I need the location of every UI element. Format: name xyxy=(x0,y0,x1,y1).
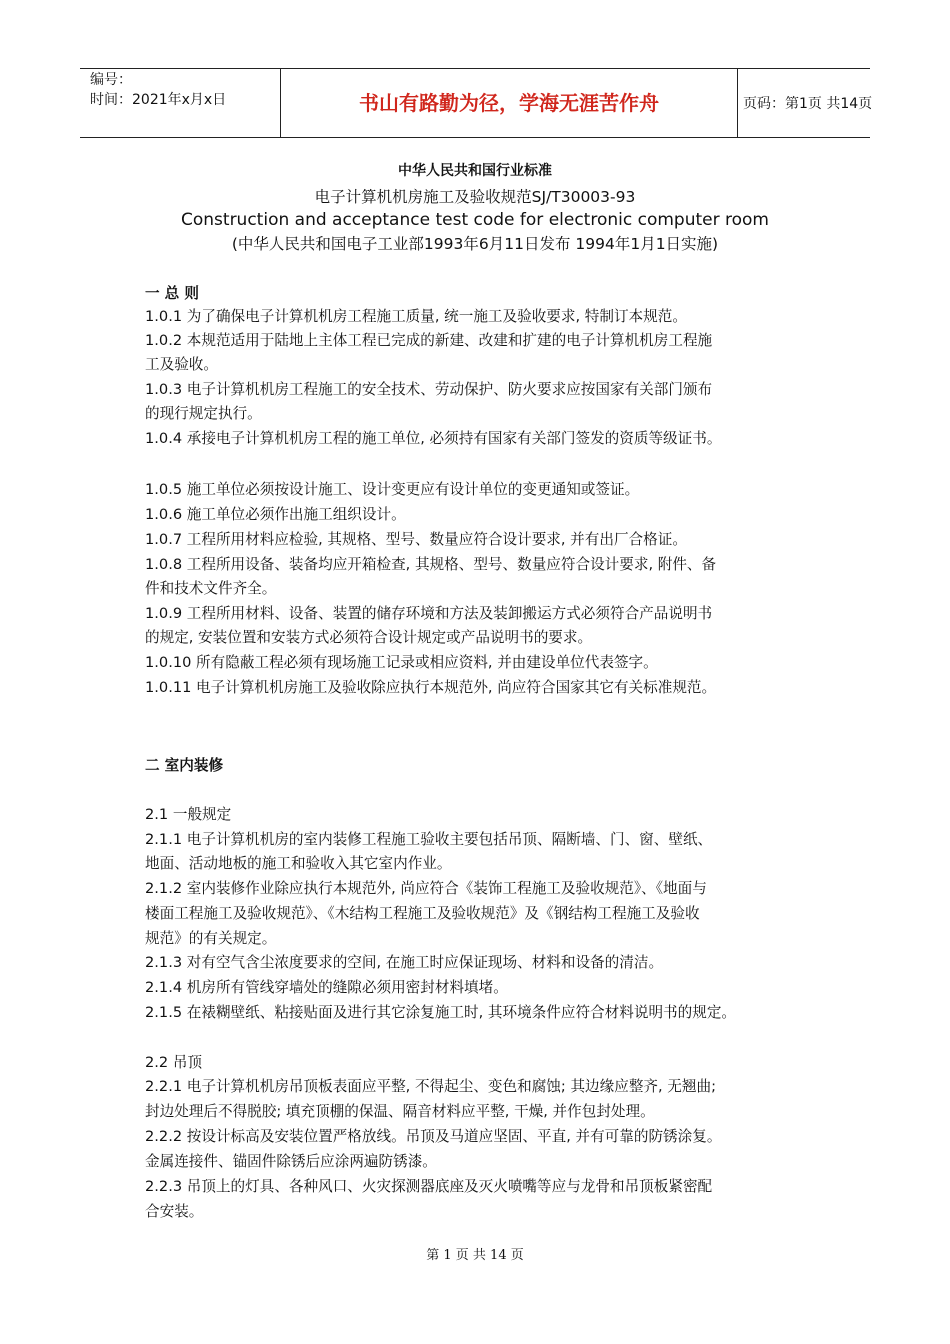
body-line: 件和技术文件齐全。 xyxy=(145,580,277,597)
body-line: 楼面工程施工及验收规范》、《木结构工程施工及验收规范》及《钢结构工程施工及验收 xyxy=(145,905,700,922)
body-line: 2.1.5 在裱糊壁纸、粘接贴面及进行其它涂复施工时, 其环境条件应符合材料说明书的规定。 xyxy=(145,1004,737,1021)
body-line: 2.2.3 吊顶上的灯具、各种风口、火灾探测器底座及灭火喷嘴等应与龙骨和吊顶板紧密配 xyxy=(145,1178,713,1195)
body-line: 1.0.9 工程所用材料、设备、装置的储存环境和方法及装卸搬运方式必须符合产品说明书 xyxy=(145,605,713,622)
body-line: 2.2.1 电子计算机机房吊顶板表面应平整, 不得起尘、变色和腐蚀; 其边缘应整齐, 无翘曲; xyxy=(145,1078,716,1095)
body-line: 1.0.7 工程所用材料应检验, 其规格、型号、数量应符合设计要求, 并有出厂合格证。 xyxy=(145,531,687,548)
body-line: 1.0.2 本规范适用于陆地上主体工程已完成的新建、改建和扩建的电子计算机机房工程施 xyxy=(145,332,713,349)
body-line: 2.1.2 室内装修作业除应执行本规范外, 尚应符合《装饰工程施工及验收规范》、《地面与 xyxy=(145,880,707,897)
body-line: 的规定, 安装位置和安装方式必须符合设计规定或产品说明书的要求。 xyxy=(145,629,593,646)
body-line: 规范》的有关规定。 xyxy=(145,930,277,947)
subsection-heading: 2.2 吊顶 xyxy=(145,1054,203,1071)
body-line: 封边处理后不得脱胶; 填充顶棚的保温、隔音材料应平整, 干燥, 并作包封处理。 xyxy=(145,1103,655,1120)
page-footer: 第 1 页 共 14 页 xyxy=(426,1248,524,1263)
body-line: 1.0.6 施工单位必须作出施工组织设计。 xyxy=(145,506,406,523)
body-line: 的现行规定执行。 xyxy=(145,405,262,422)
motto-text: 书山有路勤为径，学海无涯苦作舟 xyxy=(359,91,659,115)
title-line-1: 中华人民共和国行业标准 xyxy=(398,163,552,179)
body-line: 地面、活动地板的施工和验收入其它室内作业。 xyxy=(145,855,452,872)
title-line-release: (中华人民共和国电子工业部1993年6月11日发布 1994年1月1日实施) xyxy=(231,235,719,253)
body-line: 1.0.10 所有隐蔽工程必须有现场施工记录或相应资料, 并由建设单位代表签字。 xyxy=(145,654,658,671)
body-line: 1.0.8 工程所用设备、装备均应开箱检查, 其规格、型号、数量应符合设计要求, 附件、备 xyxy=(145,556,717,573)
body-line: 2.1.1 电子计算机机房的室内装修工程施工验收主要包括吊顶、隔断墙、门、窗、壁纸、 xyxy=(145,831,713,848)
page-info: 页码：第1页 共14页 xyxy=(743,96,873,112)
subsection-heading: 2.1 一般规定 xyxy=(145,806,232,823)
title-line-2: 电子计算机机房施工及验收规范SJ/T30003-93 xyxy=(314,188,636,206)
body-line: 1.0.5 施工单位必须按设计施工、设计变更应有设计单位的变更通知或签证。 xyxy=(145,481,640,498)
time-label: 时间：2021年x月x日 xyxy=(90,92,227,108)
number-label: 编号： xyxy=(90,72,132,88)
section-heading: 二 室内装修 xyxy=(145,757,224,774)
body-line: 1.0.1 为了确保电子计算机机房工程施工质量, 统一施工及验收要求, 特制订本规范。 xyxy=(145,308,687,325)
body-line: 1.0.3 电子计算机机房工程施工的安全技术、劳动保护、防火要求应按国家有关部门颁布 xyxy=(145,381,713,398)
body-line: 工及验收。 xyxy=(145,356,218,373)
document-header xyxy=(80,68,873,138)
body-line: 2.1.3 对有空气含尘浓度要求的空间, 在施工时应保证现场、材料和设备的清洁。 xyxy=(145,954,664,971)
body-line: 合安装。 xyxy=(145,1203,204,1220)
header-motto-cell xyxy=(280,69,738,137)
section-heading: 一 总 则 xyxy=(145,285,199,302)
body-line: 1.0.4 承接电子计算机机房工程的施工单位, 必须持有国家有关部门签发的资质等级证书。 xyxy=(145,430,722,447)
body-line: 1.0.11 电子计算机机房施工及验收除应执行本规范外, 尚应符合国家其它有关标准规范。 xyxy=(145,679,717,696)
body-line: 金属连接件、锚固件除锈后应涂两遍防锈漆。 xyxy=(145,1153,437,1170)
header-page-cell xyxy=(737,69,873,137)
title-line-english: Construction and acceptance test code for electronic computer room xyxy=(181,210,769,230)
header-meta xyxy=(80,69,280,137)
body-line: 2.1.4 机房所有管线穿墙处的缝隙必须用密封材料填堵。 xyxy=(145,979,508,996)
body-line: 2.2.2 按设计标高及安装位置严格放线。吊顶及马道应坚固、平直, 并有可靠的防锈涂复。 xyxy=(145,1128,722,1145)
